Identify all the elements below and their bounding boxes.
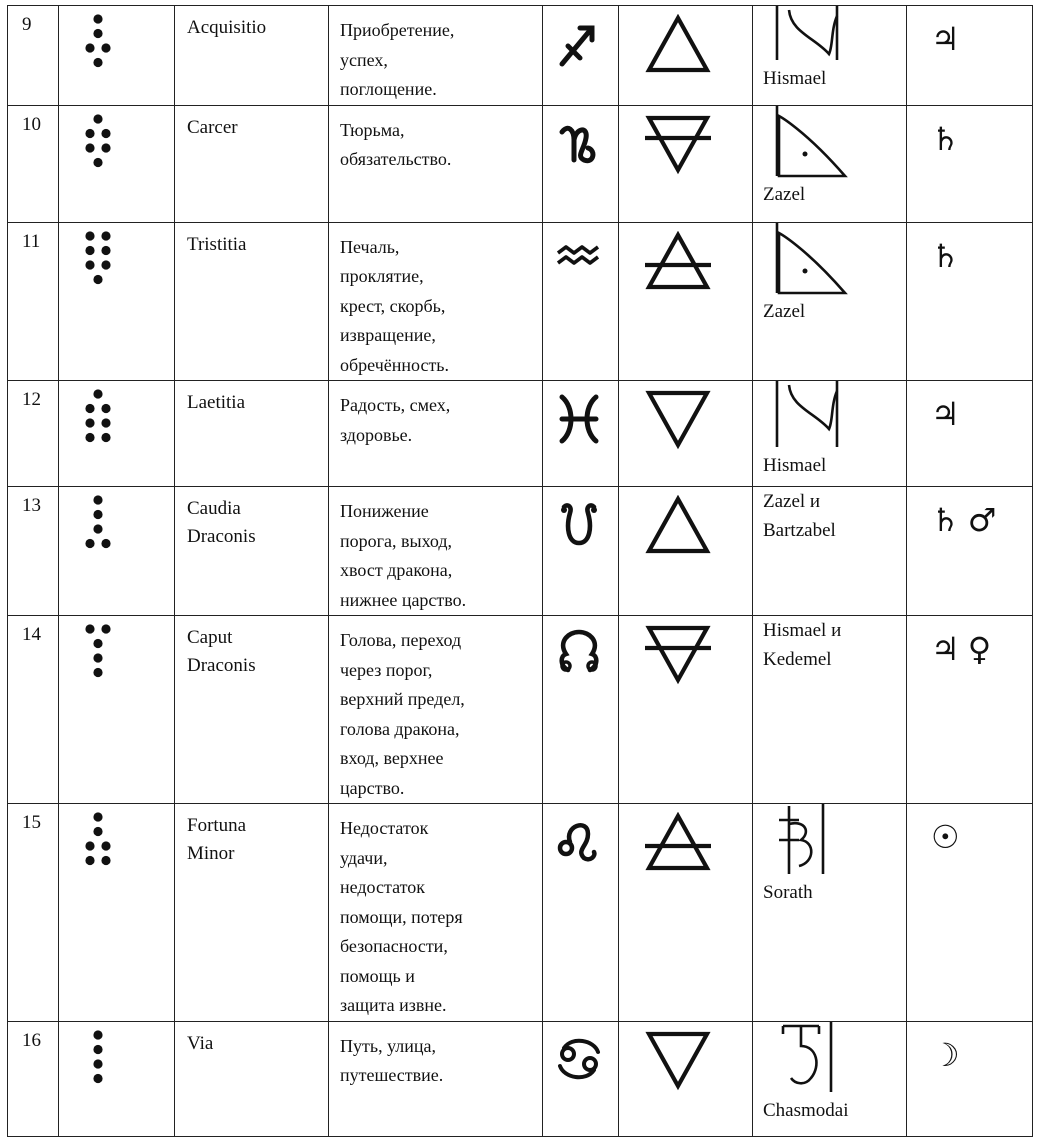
figure-number: 15 — [8, 804, 59, 1022]
meaning-cell — [329, 381, 543, 487]
earth-triangle-icon — [643, 114, 713, 176]
element-cell — [619, 487, 753, 616]
jupiter-icon: ♃ — [931, 20, 968, 58]
table-row — [8, 381, 1033, 487]
spirit-cell — [753, 381, 907, 487]
meaning-line: царство. — [340, 777, 405, 798]
cancer-icon — [553, 1032, 605, 1088]
meaning-cell — [329, 6, 543, 106]
figure-dots-cell — [59, 222, 175, 381]
moon-icon: ☽ — [931, 1035, 968, 1074]
air-triangle-icon — [643, 812, 713, 874]
meaning-line: Тюрьма, — [340, 119, 405, 140]
meaning-line: Недостаток — [340, 818, 429, 838]
table-row — [8, 6, 1033, 106]
geomantic-figure-icon — [85, 12, 125, 76]
meaning-line: голова дракона, — [340, 718, 460, 739]
meaning-line: поглощение. — [340, 79, 437, 99]
spirit-name: Chasmodai — [763, 1099, 849, 1121]
hismael-sigil-icon — [775, 6, 875, 64]
spirit-cell — [753, 1021, 907, 1136]
fire-triangle-icon — [643, 14, 713, 76]
spirit-cell — [753, 105, 907, 222]
pisces-icon — [553, 391, 605, 447]
spirit-name: Zazel — [763, 183, 806, 205]
meaning-line: через порог, — [340, 659, 433, 680]
figure-dots-cell — [59, 381, 175, 487]
table-row — [8, 804, 1033, 1022]
figure-dots-cell — [59, 487, 175, 616]
capricorn-icon — [553, 116, 605, 172]
jupiter-icon: ♃ — [931, 630, 968, 668]
planet-cell — [907, 1021, 1033, 1136]
spirit-name: Zazel и — [763, 491, 821, 512]
meaning-line: хвост дракона, — [340, 560, 453, 580]
meaning-line: удачи, — [340, 847, 388, 868]
meaning-line: защита извне. — [340, 995, 447, 1015]
latin-name: Draconis — [187, 655, 256, 676]
sorath-sigil-icon — [775, 804, 875, 878]
table-row — [8, 616, 1033, 804]
zodiac-cell — [543, 804, 619, 1022]
zazel-sigil-icon — [775, 106, 875, 180]
meaning-line: порога, выход, — [340, 530, 453, 551]
meaning-line: Радость, смех, — [340, 395, 451, 415]
chasmodai-sigil-icon — [775, 1022, 875, 1096]
figure-dots-cell — [59, 616, 175, 804]
latin-name-cell — [175, 804, 329, 1022]
figure-number: 9 — [8, 6, 59, 106]
zodiac-cell — [543, 381, 619, 487]
figure-dots-cell — [59, 105, 175, 222]
table-row — [8, 1021, 1033, 1136]
latin-name: Minor — [187, 843, 235, 864]
meaning-cell — [329, 222, 543, 381]
latin-name-cell — [175, 222, 329, 381]
meaning-line: Понижение — [340, 501, 429, 521]
figure-number: 13 — [8, 487, 59, 616]
geomancy-figures-table — [7, 5, 1033, 1137]
spirit-name: Sorath — [763, 882, 813, 903]
zodiac-cell — [543, 222, 619, 381]
meaning-cell — [329, 616, 543, 804]
meaning-line: безопасности, — [340, 936, 448, 956]
figure-number: 10 — [8, 105, 59, 222]
figure-dots-cell — [59, 804, 175, 1022]
table-row — [8, 222, 1033, 381]
meaning-line: вход, верхнее — [340, 748, 444, 768]
latin-name: Tristitia — [187, 233, 247, 255]
spirit-name: Hismael — [763, 68, 827, 89]
zazel-sigil-icon — [775, 223, 875, 297]
spirit-cell — [753, 222, 907, 381]
air-triangle-icon — [643, 231, 713, 293]
zodiac-cell — [543, 1021, 619, 1136]
latin-name-cell — [175, 381, 329, 487]
meaning-line: крест, скорбь, — [340, 295, 446, 316]
figure-dots-cell — [59, 6, 175, 106]
meaning-line: нижнее царство. — [340, 589, 467, 610]
latin-name-cell — [175, 487, 329, 616]
saturn-icon: ♄ — [931, 236, 968, 275]
latin-name: Draconis — [187, 526, 256, 547]
geomantic-figure-icon — [85, 622, 125, 686]
spirit-cell — [753, 6, 907, 106]
meaning-line: успех, — [340, 49, 388, 70]
spirit-name: Hismael и — [763, 620, 842, 641]
meaning-line: помощь и — [340, 965, 415, 986]
element-cell — [619, 6, 753, 106]
geomantic-figure-icon — [85, 493, 125, 557]
latin-name: Via — [187, 1032, 214, 1054]
element-cell — [619, 105, 753, 222]
element-cell — [619, 222, 753, 381]
latin-name: Fortuna — [187, 815, 247, 836]
latin-name: Laetitia — [187, 392, 246, 413]
planet-cell — [907, 487, 1033, 616]
jupiter-icon: ♃ — [931, 395, 968, 433]
figure-number: 16 — [8, 1021, 59, 1136]
meaning-cell — [329, 105, 543, 222]
meaning-line: Приобретение, — [340, 20, 455, 40]
planet-cell — [907, 804, 1033, 1022]
element-cell — [619, 804, 753, 1022]
table-row — [8, 487, 1033, 616]
dragon-tail-icon — [553, 497, 605, 553]
meaning-line: Путь, улица, — [340, 1035, 437, 1056]
meaning-line: обречённость. — [340, 354, 450, 375]
meaning-cell — [329, 487, 543, 616]
latin-name-cell — [175, 6, 329, 106]
sagittarius-icon — [553, 16, 605, 72]
meaning-line: обязательство. — [340, 149, 452, 169]
meaning-line: Голова, переход — [340, 630, 462, 650]
element-cell — [619, 1021, 753, 1136]
figure-number: 14 — [8, 616, 59, 804]
water-triangle-icon — [643, 389, 713, 451]
meaning-line: верхний предел, — [340, 689, 465, 709]
latin-name-cell — [175, 105, 329, 222]
meaning-line: проклятие, — [340, 266, 424, 286]
meaning-cell — [329, 1021, 543, 1136]
geomantic-figure-icon — [85, 810, 125, 874]
geomantic-figure-icon — [85, 229, 125, 293]
meaning-line: здоровье. — [340, 424, 413, 445]
planet-cell — [907, 105, 1033, 222]
latin-name: Caudia — [187, 498, 241, 519]
saturn-icon: ♄ — [931, 501, 968, 539]
spirit-cell — [753, 487, 907, 616]
zodiac-cell — [543, 105, 619, 222]
latin-name-cell — [175, 616, 329, 804]
sun-icon: ☉ — [931, 818, 968, 856]
spirit-name: Zazel — [763, 300, 806, 322]
latin-name: Acquisitio — [187, 17, 267, 38]
figure-number: 12 — [8, 381, 59, 487]
spirit-name: Kedemel — [763, 649, 832, 670]
figure-dots-cell — [59, 1021, 175, 1136]
meaning-line: помощи, потеря — [340, 906, 463, 927]
mars-icon: ♂ — [967, 501, 1005, 539]
leo-icon — [553, 814, 605, 870]
dragon-head-icon — [553, 626, 605, 682]
water-triangle-icon — [643, 1030, 713, 1092]
element-cell — [619, 616, 753, 804]
latin-name-cell — [175, 1021, 329, 1136]
planet-cell — [907, 6, 1033, 106]
planet-cell — [907, 616, 1033, 804]
zodiac-cell — [543, 487, 619, 616]
meaning-cell — [329, 804, 543, 1022]
fire-triangle-icon — [643, 495, 713, 557]
spirit-name: Hismael — [763, 455, 827, 476]
venus-icon: ♀ — [967, 630, 1000, 668]
latin-name: Carcer — [187, 116, 238, 138]
geomantic-figure-icon — [85, 1028, 125, 1092]
latin-name: Caput — [187, 627, 233, 648]
meaning-line: путешествие. — [340, 1065, 444, 1085]
geomantic-figure-icon — [85, 387, 125, 451]
meaning-line: недостаток — [340, 877, 425, 897]
element-cell — [619, 381, 753, 487]
zodiac-cell — [543, 6, 619, 106]
planet-cell — [907, 222, 1033, 381]
earth-triangle-icon — [643, 624, 713, 686]
planet-cell — [907, 381, 1033, 487]
table-row — [8, 105, 1033, 222]
spirit-name: Bartzabel — [763, 520, 836, 541]
geomantic-figure-icon — [85, 112, 125, 176]
hismael-sigil-icon — [775, 381, 875, 451]
saturn-icon: ♄ — [931, 119, 968, 158]
spirit-cell — [753, 616, 907, 804]
figure-number: 11 — [8, 222, 59, 381]
meaning-line: извращение, — [340, 325, 436, 345]
spirit-cell — [753, 804, 907, 1022]
zodiac-cell — [543, 616, 619, 804]
aquarius-icon — [553, 233, 605, 289]
meaning-line: Печаль, — [340, 236, 400, 257]
